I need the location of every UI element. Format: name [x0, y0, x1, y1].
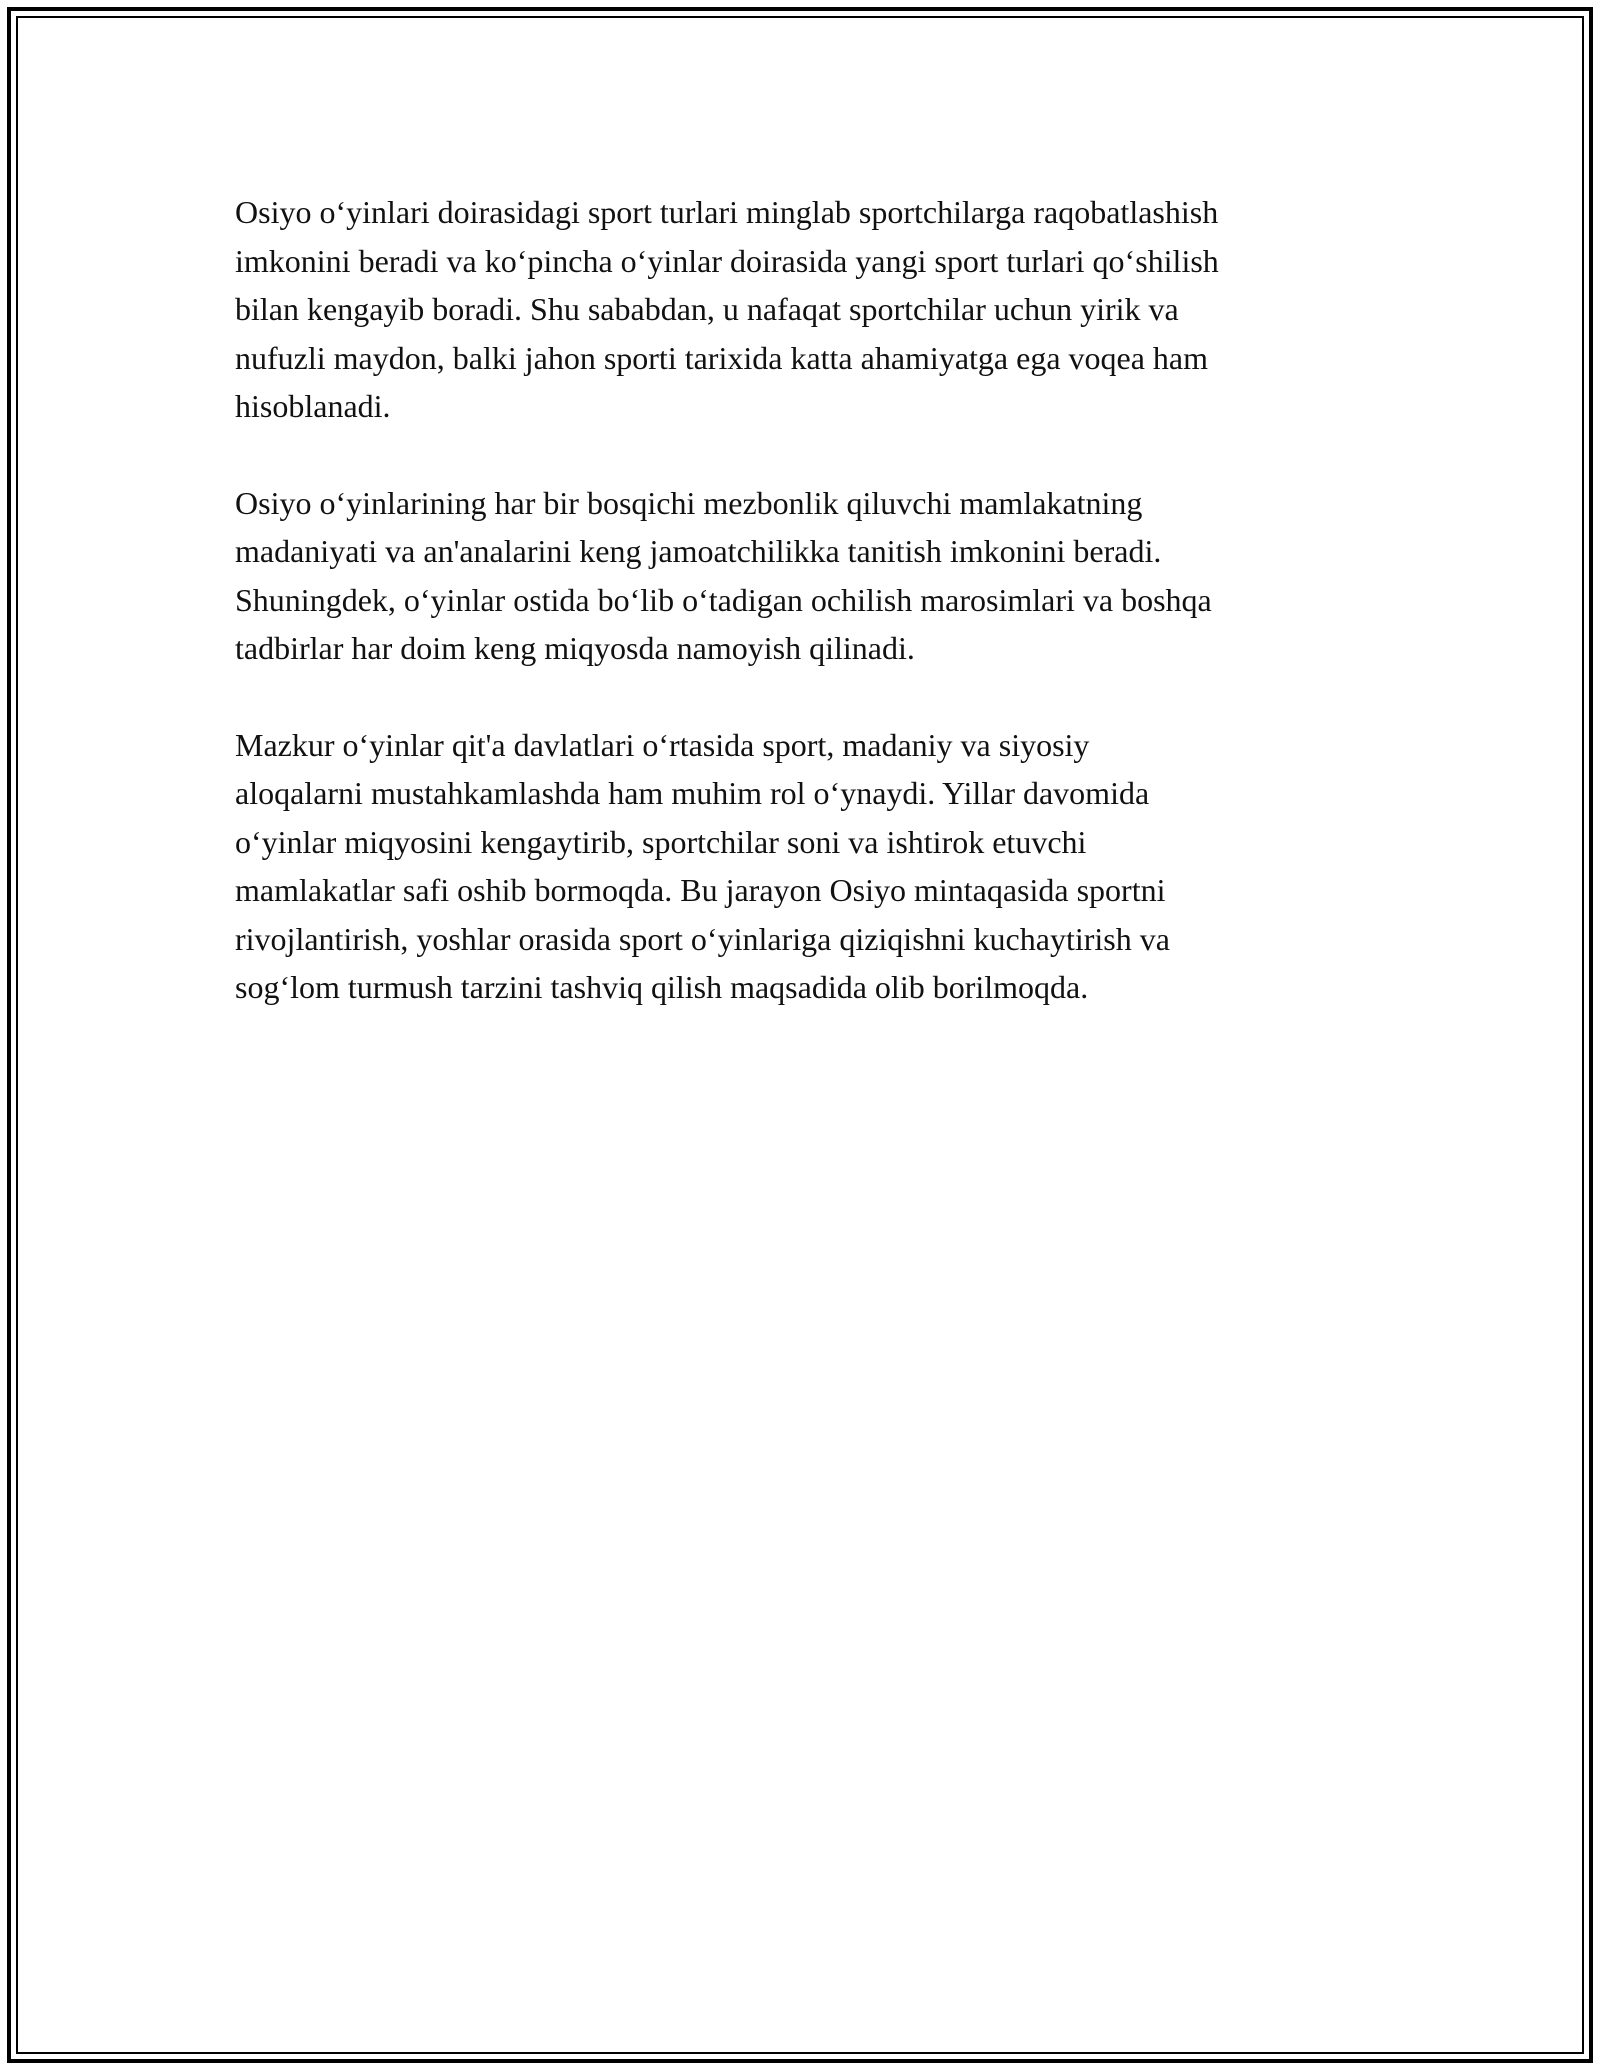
paragraph-line: bilan kengayib boradi. Shu sababdan, u nafaqat sportchilar uchun yirik va	[235, 291, 1179, 327]
paragraph-3	[235, 721, 1375, 1012]
paragraph-line: tadbirlar har doim keng miqyosda namoyish qilinadi.	[235, 630, 915, 666]
document-body	[235, 188, 1375, 1060]
paragraph-line: mamlakatlar safi oshib bormoqda. Bu jarayon Osiyo mintaqasida sportni	[235, 872, 1166, 908]
paragraph-line: sog‘lom turmush tarzini tashviq qilish maqsadida olib borilmoqda.	[235, 969, 1089, 1005]
paragraph-line: aloqalarni mustahkamlashda ham muhim rol o‘ynaydi. Yillar davomida	[235, 775, 1150, 811]
paragraph-line: madaniyati va an'analarini keng jamoatchilikka tanitish imkonini beradi.	[235, 533, 1162, 569]
paragraph-line: Osiyo o‘yinlari doirasidagi sport turlari minglab sportchilarga raqobatlashish	[235, 194, 1219, 230]
paragraph-1	[235, 188, 1375, 431]
paragraph-line: Osiyo o‘yinlarining har bir bosqichi mezbonlik qiluvchi mamlakatning	[235, 484, 1143, 521]
paragraph-line: hisoblanadi.	[235, 388, 391, 424]
paragraph-line: rivojlantirish, yoshlar orasida sport o‘yinlariga qiziqishni kuchaytirish va	[235, 920, 1170, 957]
paragraph-line: imkonini beradi va ko‘pincha o‘yinlar doirasida yangi sport turlari qo‘shilish	[235, 242, 1219, 279]
paragraph-line: Mazkur o‘yinlar qit'a davlatlari o‘rtasida sport, madaniy va siyosiy	[235, 726, 1090, 763]
paragraph-line: nufuzli maydon, balki jahon sporti tarixida katta ahamiyatga ega voqea ham	[235, 339, 1209, 376]
paragraph-2	[235, 479, 1375, 673]
paragraph-line: Shuningdek, o‘yinlar ostida bo‘lib o‘tadigan ochilish marosimlari va boshqa	[235, 581, 1212, 618]
paragraph-line: o‘yinlar miqyosini kengaytirib, sportchilar soni va ishtirok etuvchi	[235, 823, 1087, 860]
